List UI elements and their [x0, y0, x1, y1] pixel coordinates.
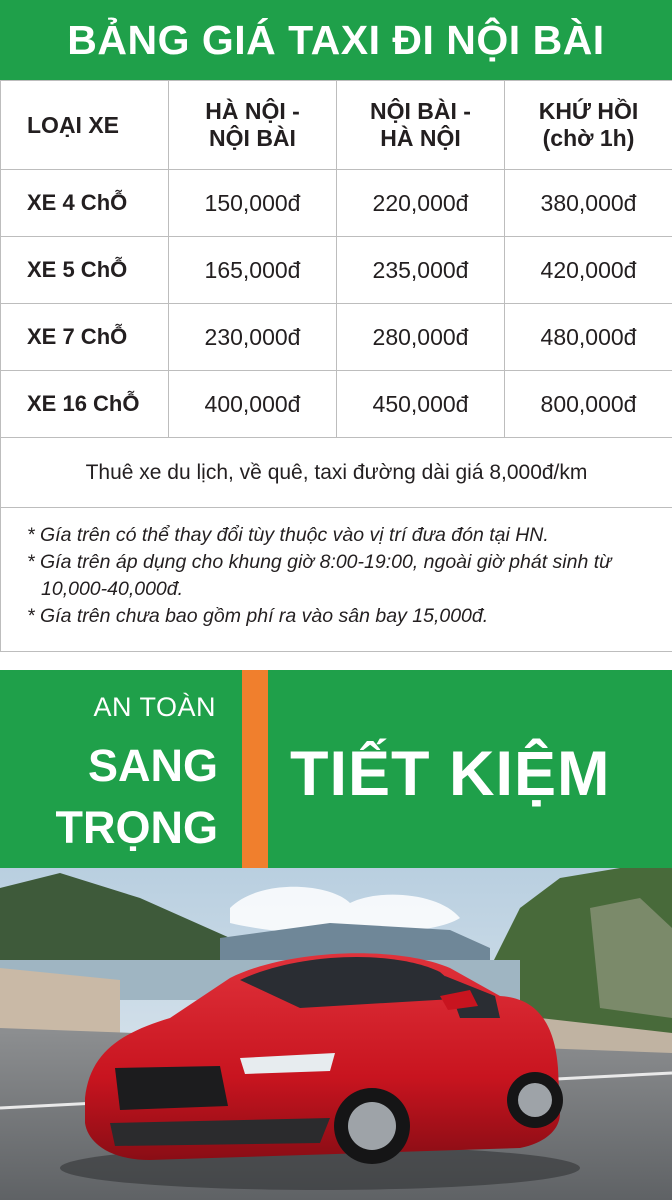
table-row: [1, 237, 672, 304]
vehicle-type-cell: XE 5 ChỖ: [1, 237, 169, 304]
header-noibai-hanoi: NỘI BÀI - HÀ NỘI: [337, 81, 505, 170]
long-distance-row: [1, 438, 672, 508]
footnote: * Gía trên chưa bao gồm phí ra vào sân bay 15,000đ.: [27, 605, 489, 627]
vehicle-type-cell: XE 16 ChỖ: [1, 371, 169, 438]
table-row: [1, 304, 672, 371]
long-distance-note: Thuê xe du lịch, về quê, taxi đường dài giá 8,000đ/km: [1, 438, 672, 508]
price-cell: 235,000đ: [337, 237, 505, 304]
price-cell: 280,000đ: [337, 304, 505, 371]
table-header-row: [1, 81, 672, 170]
footnote: * Gía trên có thể thay đổi tùy thuộc vào vị trí đưa đón tại HN.: [27, 524, 549, 546]
car-grille: [115, 1066, 228, 1110]
price-table: [0, 80, 672, 652]
slogan-line-1: AN TOÀN: [93, 692, 216, 722]
car-photo: [0, 868, 672, 1200]
header-vehicle-type: LOẠI XE: [1, 81, 169, 170]
table-row: [1, 170, 672, 237]
vehicle-type-cell: XE 7 ChỖ: [1, 304, 169, 371]
price-cell: 220,000đ: [337, 170, 505, 237]
header-round-trip: KHỨ HỒI (chờ 1h): [505, 81, 672, 170]
footnotes: [1, 508, 672, 652]
price-cell: 165,000đ: [169, 237, 337, 304]
table-row: [1, 371, 672, 438]
orange-divider: [242, 670, 268, 868]
price-cell: 230,000đ: [169, 304, 337, 371]
price-cell: 380,000đ: [505, 170, 672, 237]
banner-slogan: [0, 670, 242, 868]
price-cell: 420,000đ: [505, 237, 672, 304]
banner-headline: TIẾT KIỆM: [290, 739, 611, 809]
vehicle-type-cell: XE 4 ChỖ: [1, 170, 169, 237]
promo-banner: [0, 670, 672, 868]
footnote: * Gía trên áp dụng cho khung giờ 8:00-19:00, ngoài giờ phát sinh từ 10,000-40,000đ.: [27, 551, 612, 600]
page-title: BẢNG GIÁ TAXI ĐI NỘI BÀI: [0, 0, 672, 80]
price-cell: 800,000đ: [505, 371, 672, 438]
slogan-line-3: TRỌNG: [55, 802, 218, 853]
price-cell: 450,000đ: [337, 371, 505, 438]
price-cell: 150,000đ: [169, 170, 337, 237]
footnotes-row: [1, 508, 672, 652]
price-cell: 400,000đ: [169, 371, 337, 438]
price-cell: 480,000đ: [505, 304, 672, 371]
header-hanoi-noibai: HÀ NỘI - NỘI BÀI: [169, 81, 337, 170]
slogan-line-2: SANG: [87, 740, 218, 791]
